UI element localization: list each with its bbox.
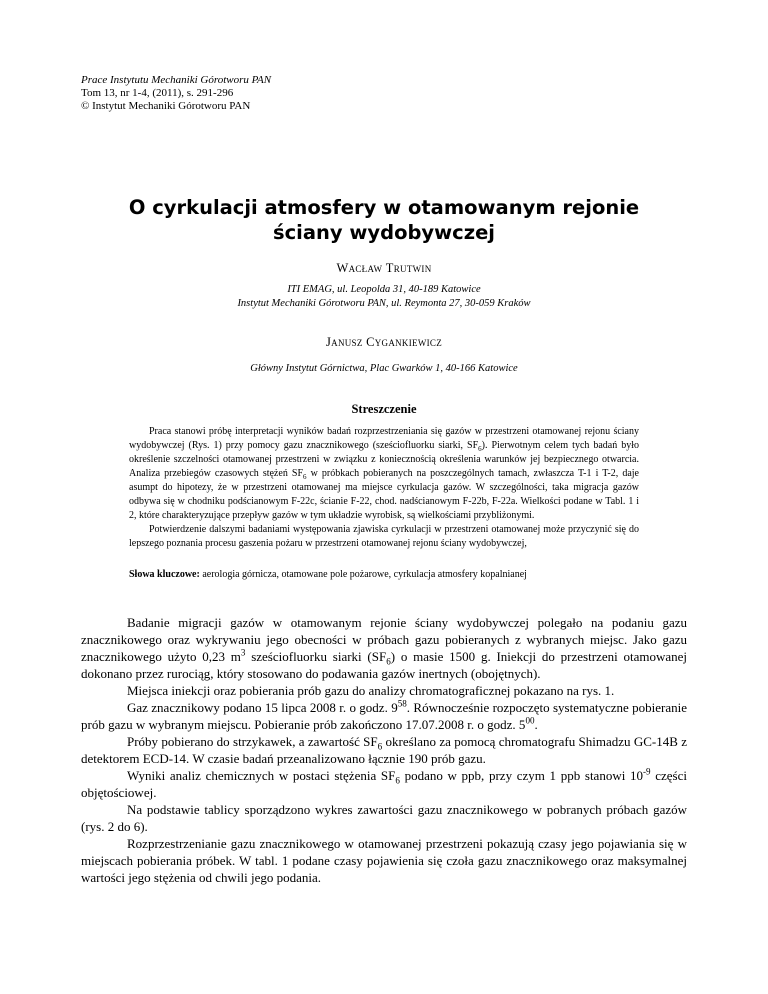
author-2-last: Cygankiewicz [366,335,443,349]
author-1-name [0,261,768,276]
body-p3-sup: 58 [397,698,407,709]
journal-header [81,74,271,113]
body-p4-text-a: Próby pobierano do strzykawek, a zawartość SF [127,734,378,749]
author-1-first: Wacław [336,261,383,275]
keywords [129,568,639,582]
body-p5-text-c: części objętościowej. [81,768,687,800]
body-p4-sub: 6 [377,741,383,752]
author-2-name [0,335,768,350]
author-2-first: Janusz [325,335,363,349]
body-p4-text-b: określano za pomocą chromatografu Shimadzu GC-14B z detektorem ECD-14. W czasie badań przeanalizowano łącznie 190 prób gazu. [81,734,688,766]
author-2-affiliation-1: Główny Instytut Górnictwa, Plac Gwarków 1, 40-166 Katowice [250,363,518,374]
copyright-line: © Instytut Mechaniki Górotworu PAN [81,100,251,112]
body-paragraph-4 [81,733,687,767]
body-p3-text-b: . Równocześnie rozpoczęto systematyczne pobieranie prób gazu w wybranym miejscu. Pobieranie prób zakończono 17.07.2008 r. o godz. 5 [81,700,687,732]
abstract-p1-text-a: Praca stanowi próbę interpretacji wyników badań rozprzestrzeniania się gazów w przestrzeni otamowanej rejonu ściany wydobywczej (Rys. 1) przy pomocy gazu znacznikowego (sześciofluorku siarki, SF [129,426,639,451]
body-paragraph-3 [81,699,687,733]
paper-title [120,195,648,245]
title-line-2: ściany wydobywczej [273,221,495,244]
keywords-text: aerologia górnicza, otamowane pole pożarowe, cyrkulacja atmosfery kopalnianej [199,569,527,580]
body-paragraph-2: Miejsca iniekcji oraz pobierania prób gazu do analizy chromatograficznej pokazano na rys. 1. [127,683,615,698]
body-p1-text-c: ) o masie 1500 g. Iniekcji do przestrzeni otamowanej dokonano przez rurociąg, który stosowano do podawania gazów inertnych (obojętnych). [81,649,688,681]
body-paragraph-7: Rozprzestrzenianie gazu znacznikowego w otamowanej przestrzeni pokazują czasy jego pojawiania się w miejscach pobierania próbek. W tabl. 1 podane czasy pojawienia się czoła gazu znacznikowego oraz maksymalnej wartości jego stężenia od chwili jego podania. [81,836,687,885]
journal-volume: Tom 13, nr 1-4, (2011), s. 291-296 [81,87,234,99]
keywords-label: Słowa kluczowe: [129,569,200,580]
body-p1-text-b: sześciofluorku siarki (SF [245,649,387,664]
author-1-affiliation [0,283,768,311]
body-p1-sup: 3 [240,647,246,658]
journal-name: Prace Instytutu Mechaniki Górotworu PAN [81,74,272,86]
author-1-affiliation-2: Instytut Mechaniki Górotworu PAN, ul. Reymonta 27, 30-059 Kraków [237,298,531,309]
abstract-paragraph-1 [129,425,639,523]
body-paragraph-1 [81,614,687,682]
title-line-1: O cyrkulacji atmosfery w otamowanym rejonie [128,196,640,219]
body-p5-sup: -9 [643,766,651,777]
abstract-p1-sub: 6 [478,445,482,453]
abstract-p1-text-b: ). Pierwotnym celem tych badań było określenie szczelności otamowanej przestrzeni w związku z koniecznością określenia warunków jej bezpiecznego otwarcia. Analiza przebiegów czasowych stężeń SF [129,440,639,479]
author-1-affiliation-1: ITI EMAG, ul. Leopolda 31, 40-189 Katowice [287,284,481,295]
body-p1-text-a: Badanie migracji gazów w otamowanym rejonie ściany wydobywczej polegało na podaniu gazu znacznikowego oraz wykrywaniu jego obecności w próbach gazu pobieranych z wybranych miejsc. Jako gazu znacznikowego użyto 0,23 m [81,615,687,664]
body-text [81,614,687,886]
abstract-p1-sub-2: 6 [303,473,307,481]
author-2-affiliation [0,362,768,376]
body-paragraph-6: Na podstawie tablicy sporządzono wykres zawartości gazu znacznikowego w pobranych próbach gazów (rys. 2 do 6). [81,802,687,834]
body-p1-sub: 6 [386,656,391,667]
author-1-last: Trutwin [385,261,432,275]
body-p5-text-a: Wyniki analiz chemicznych w postaci stężenia SF [127,768,396,783]
abstract-heading: Streszczenie [351,402,417,416]
body-p3-text-c: . [534,717,538,732]
abstract-paragraph-2: Potwierdzenie dalszymi badaniami występowania zjawiska cyrkulacji w przestrzeni otamowanej może przyczynić się do lepszego poznania procesu gaszenia pożaru w przestrzeni otamowanej rejonu ściany wydobywczej, [129,524,639,549]
abstract [129,425,639,551]
body-paragraph-5 [81,767,687,801]
body-p3-sup-2: 00 [525,715,535,726]
body-p5-text-b: podano w ppb, przy czym 1 ppb stanowi 10 [399,768,643,783]
abstract-p1-text-c: w próbkach pobieranych na poszczególnych tamach, zwłaszcza T-1 i T-2, daje asumpt do hipotezy, że w przestrzeni otamowanej ma miejsce cyrkulacja gazów. W szczególności, taka migracja gazów odbywa się w chodniku podścianowym F-22c, ścianie F-22, chod. nadścianowym F-22b, F-22a. Wielkości podane w Tabl. 1 i 2, które charakteryzujące przepływ gazów w tym układzie wyrobisk, są wielkościami przybliżonymi. [129,468,639,521]
body-p5-sub: 6 [395,775,400,786]
body-p3-text-a: Gaz znacznikowy podano 15 lipca 2008 r. o godz. 9 [127,700,398,715]
